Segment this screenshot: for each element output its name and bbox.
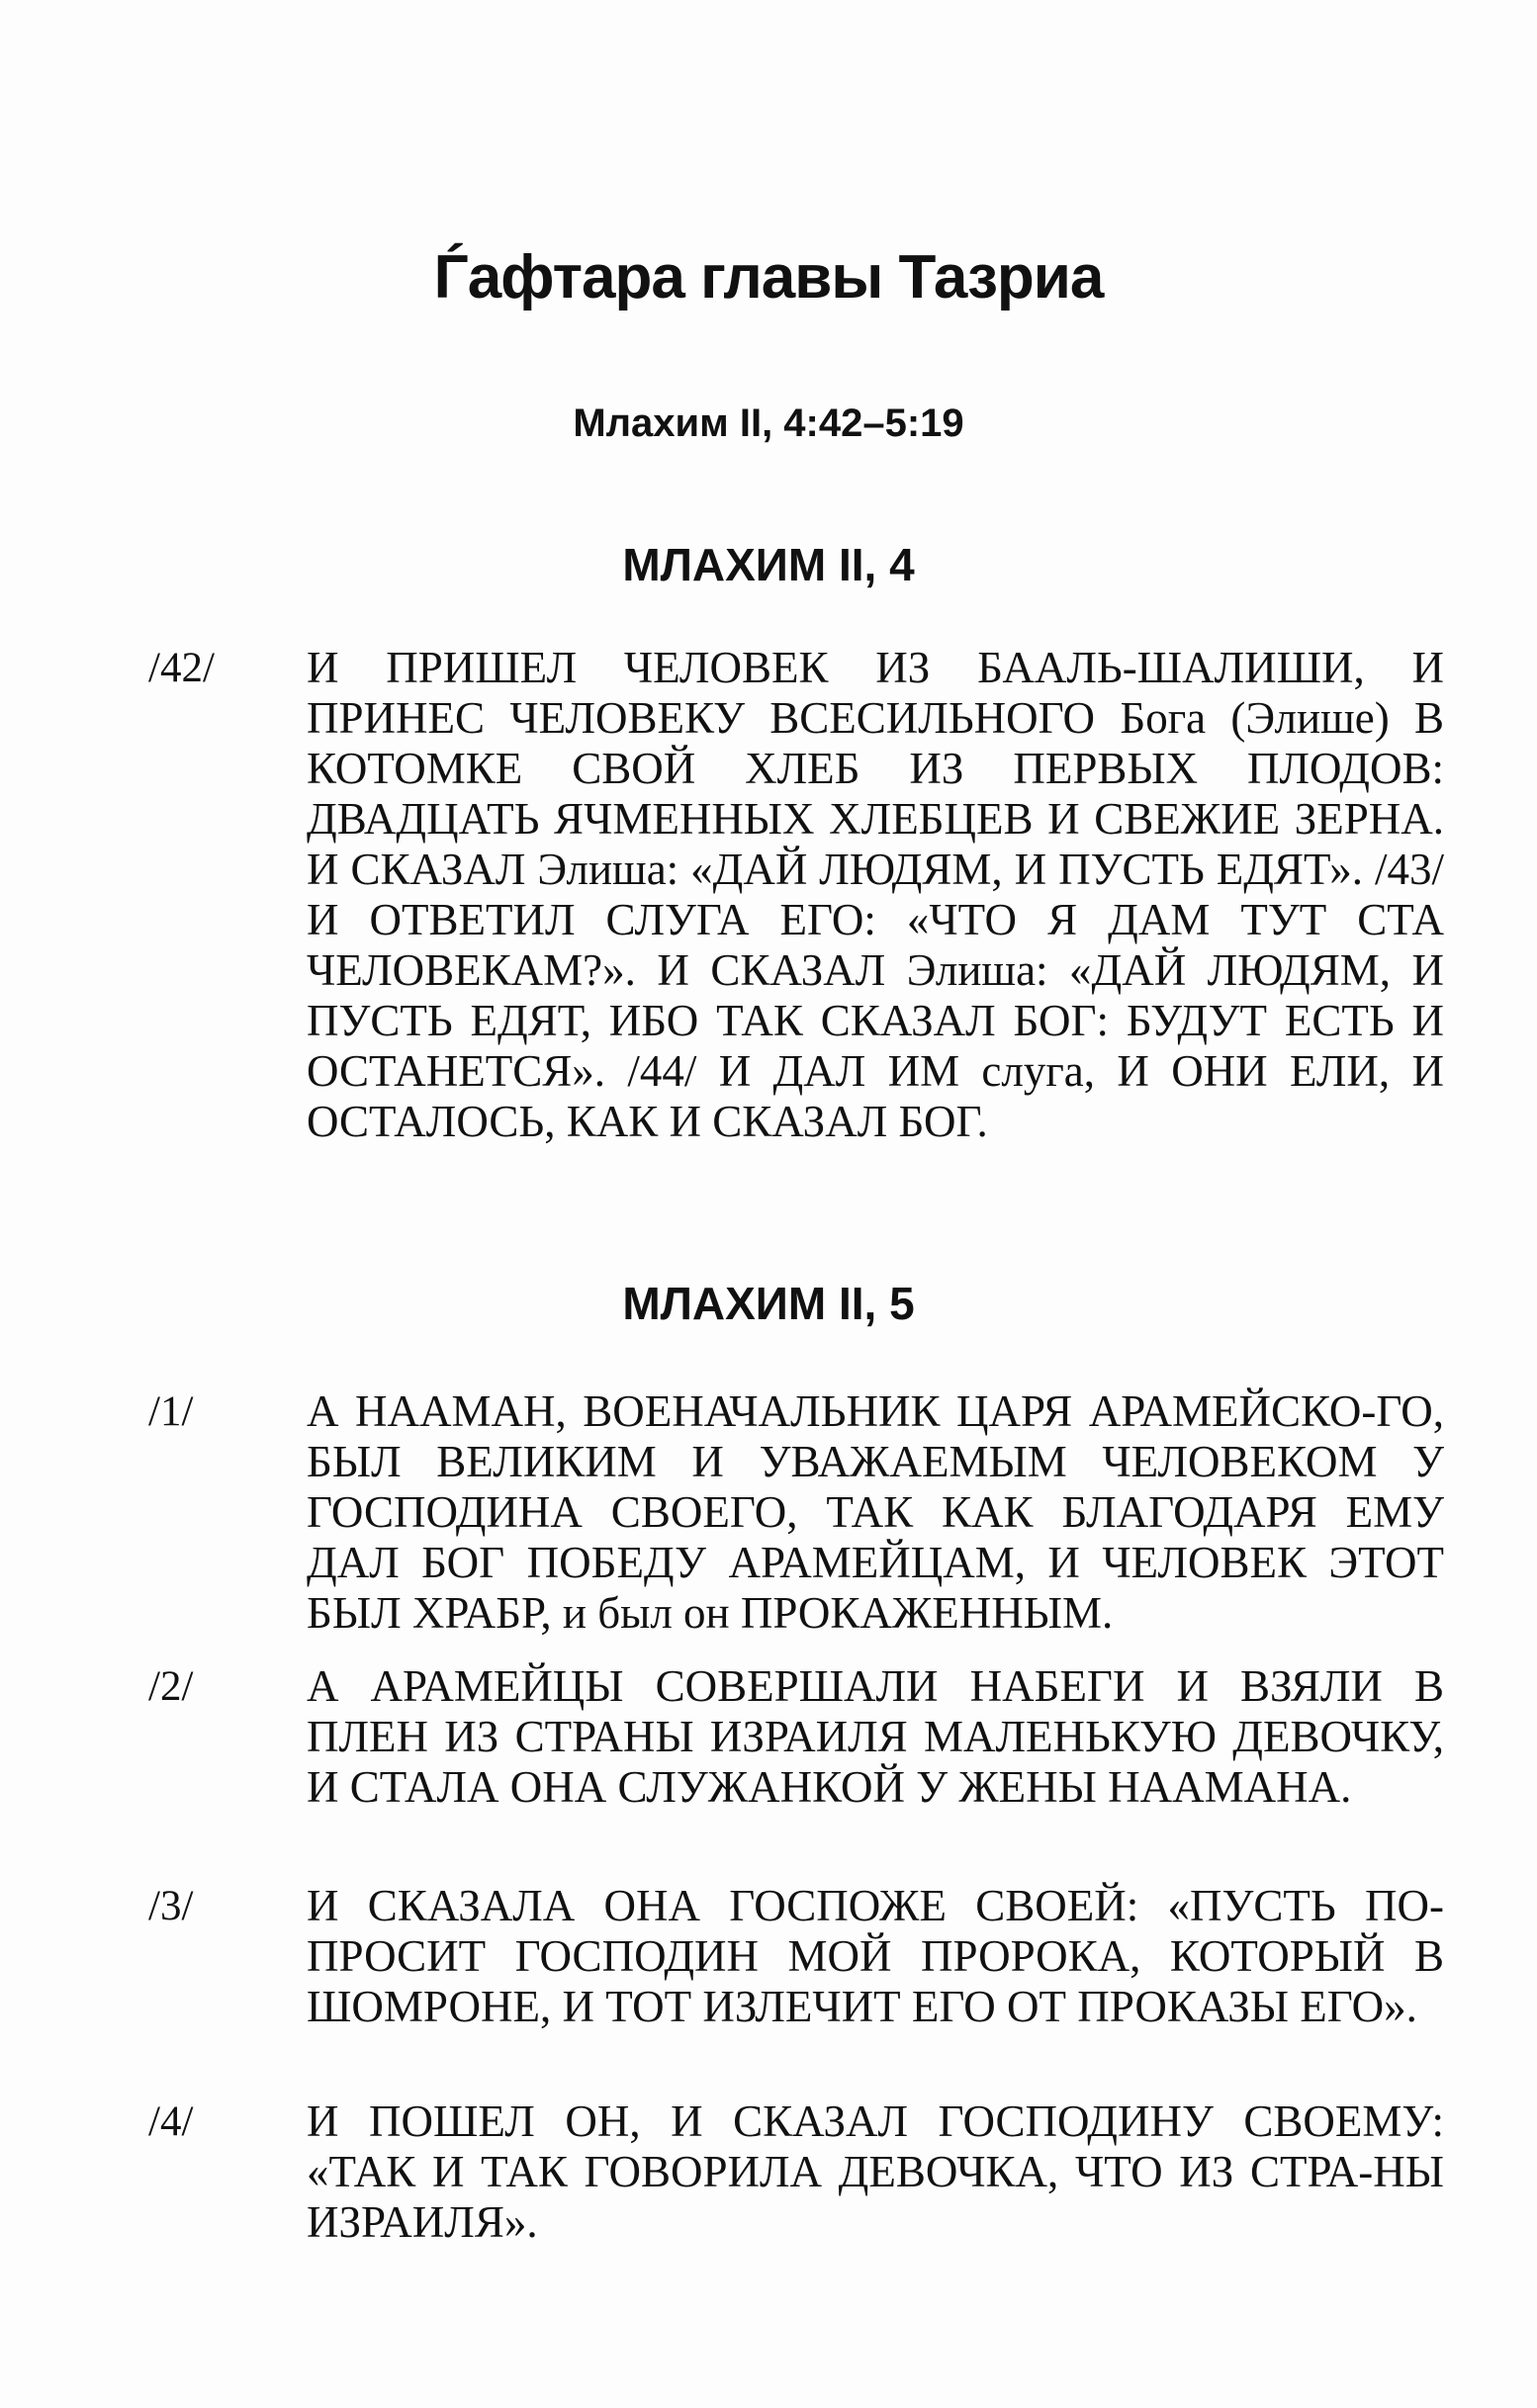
chapter-heading-4: МЛАХИМ II, 4 bbox=[622, 539, 915, 590]
verse-number: /4/ bbox=[148, 2098, 194, 2145]
verse-block bbox=[148, 643, 1444, 1147]
verse-block bbox=[148, 1661, 1444, 1813]
verse-number: /3/ bbox=[148, 1883, 194, 1929]
verse-number: /2/ bbox=[148, 1663, 194, 1710]
verse-block bbox=[148, 1881, 1444, 2032]
verse-number: /1/ bbox=[148, 1388, 194, 1435]
verse-text: А АРАМЕЙЦЫ СОВЕРШАЛИ НАБЕГИ И ВЗЯЛИ В ПЛЕН ИЗ СТРАНЫ ИЗРАИЛЯ МАЛЕНЬКУЮ ДЕВОЧКУ, И СТАЛА ОНА СЛУЖАНКОЙ У ЖЕНЫ НААМАНА. bbox=[307, 1661, 1444, 1812]
page-title: Ѓафтара главы Тазриа bbox=[433, 243, 1104, 312]
chapter-heading-5: МЛАХИМ II, 5 bbox=[622, 1278, 915, 1329]
verse-text: И ПРИШЕЛ ЧЕЛОВЕК ИЗ БААЛЬ-ШАЛИШИ, И ПРИНЕС ЧЕЛОВЕКУ ВСЕСИЛЬНОГО Бога (Элише) В КОТОМКЕ СВОЙ ХЛЕБ ИЗ ПЕРВЫХ ПЛОДОВ: ДВАДЦАТЬ ЯЧМЕННЫХ ХЛЕБЦЕВ И СВЕЖИЕ ЗЕРНА. И СКАЗАЛ Элиша: «ДАЙ ЛЮДЯМ, И ПУСТЬ ЕДЯТ». /43/ И ОТВЕТИЛ СЛУГА ЕГО: «ЧТО Я ДАМ ТУТ СТА ЧЕЛОВЕКАМ?». И СКАЗАЛ Элиша: «ДАЙ ЛЮДЯМ, И ПУСТЬ ЕДЯТ, ИБО ТАК СКАЗАЛ БОГ: БУДУТ ЕСТЬ И ОСТАНЕТСЯ». /44/ И ДАЛ ИМ слуга, И ОНИ ЕЛИ, И ОСТАЛОСЬ, КАК И СКАЗАЛ БОГ. bbox=[307, 643, 1444, 1146]
verse-text: И СКАЗАЛА ОНА ГОСПОЖЕ СВОЕЙ: «ПУСТЬ ПО-ПРОСИТ ГОСПОДИН МОЙ ПРОРОКА, КОТОРЫЙ В ШОМРОНЕ, И ТОТ ИЗЛЕЧИТ ЕГО ОТ ПРОКАЗЫ ЕГО». bbox=[307, 1881, 1444, 2031]
verse-text: И ПОШЕЛ ОН, И СКАЗАЛ ГОСПОДИНУ СВОЕМУ: «ТАК И ТАК ГОВОРИЛА ДЕВОЧКА, ЧТО ИЗ СТРА-НЫ ИЗРАИЛЯ». bbox=[307, 2096, 1444, 2247]
page-subtitle: Млахим II, 4:42–5:19 bbox=[573, 401, 964, 445]
verse-block bbox=[148, 2096, 1444, 2248]
verse-text: А НААМАН, ВОЕНАЧАЛЬНИК ЦАРЯ АРАМЕЙСКО-ГО, БЫЛ ВЕЛИКИМ И УВАЖАЕМЫМ ЧЕЛОВЕКОМ У ГОСПОДИНА СВОЕГО, ТАК КАК БЛАГОДАРЯ ЕМУ ДАЛ БОГ ПОБЕДУ АРАМЕЙЦАМ, И ЧЕЛОВЕК ЭТОТ БЫЛ ХРАБР, и был он ПРОКАЖЕННЫМ. bbox=[307, 1386, 1444, 1638]
verse-number: /42/ bbox=[148, 645, 215, 691]
verse-block bbox=[148, 1386, 1444, 1639]
